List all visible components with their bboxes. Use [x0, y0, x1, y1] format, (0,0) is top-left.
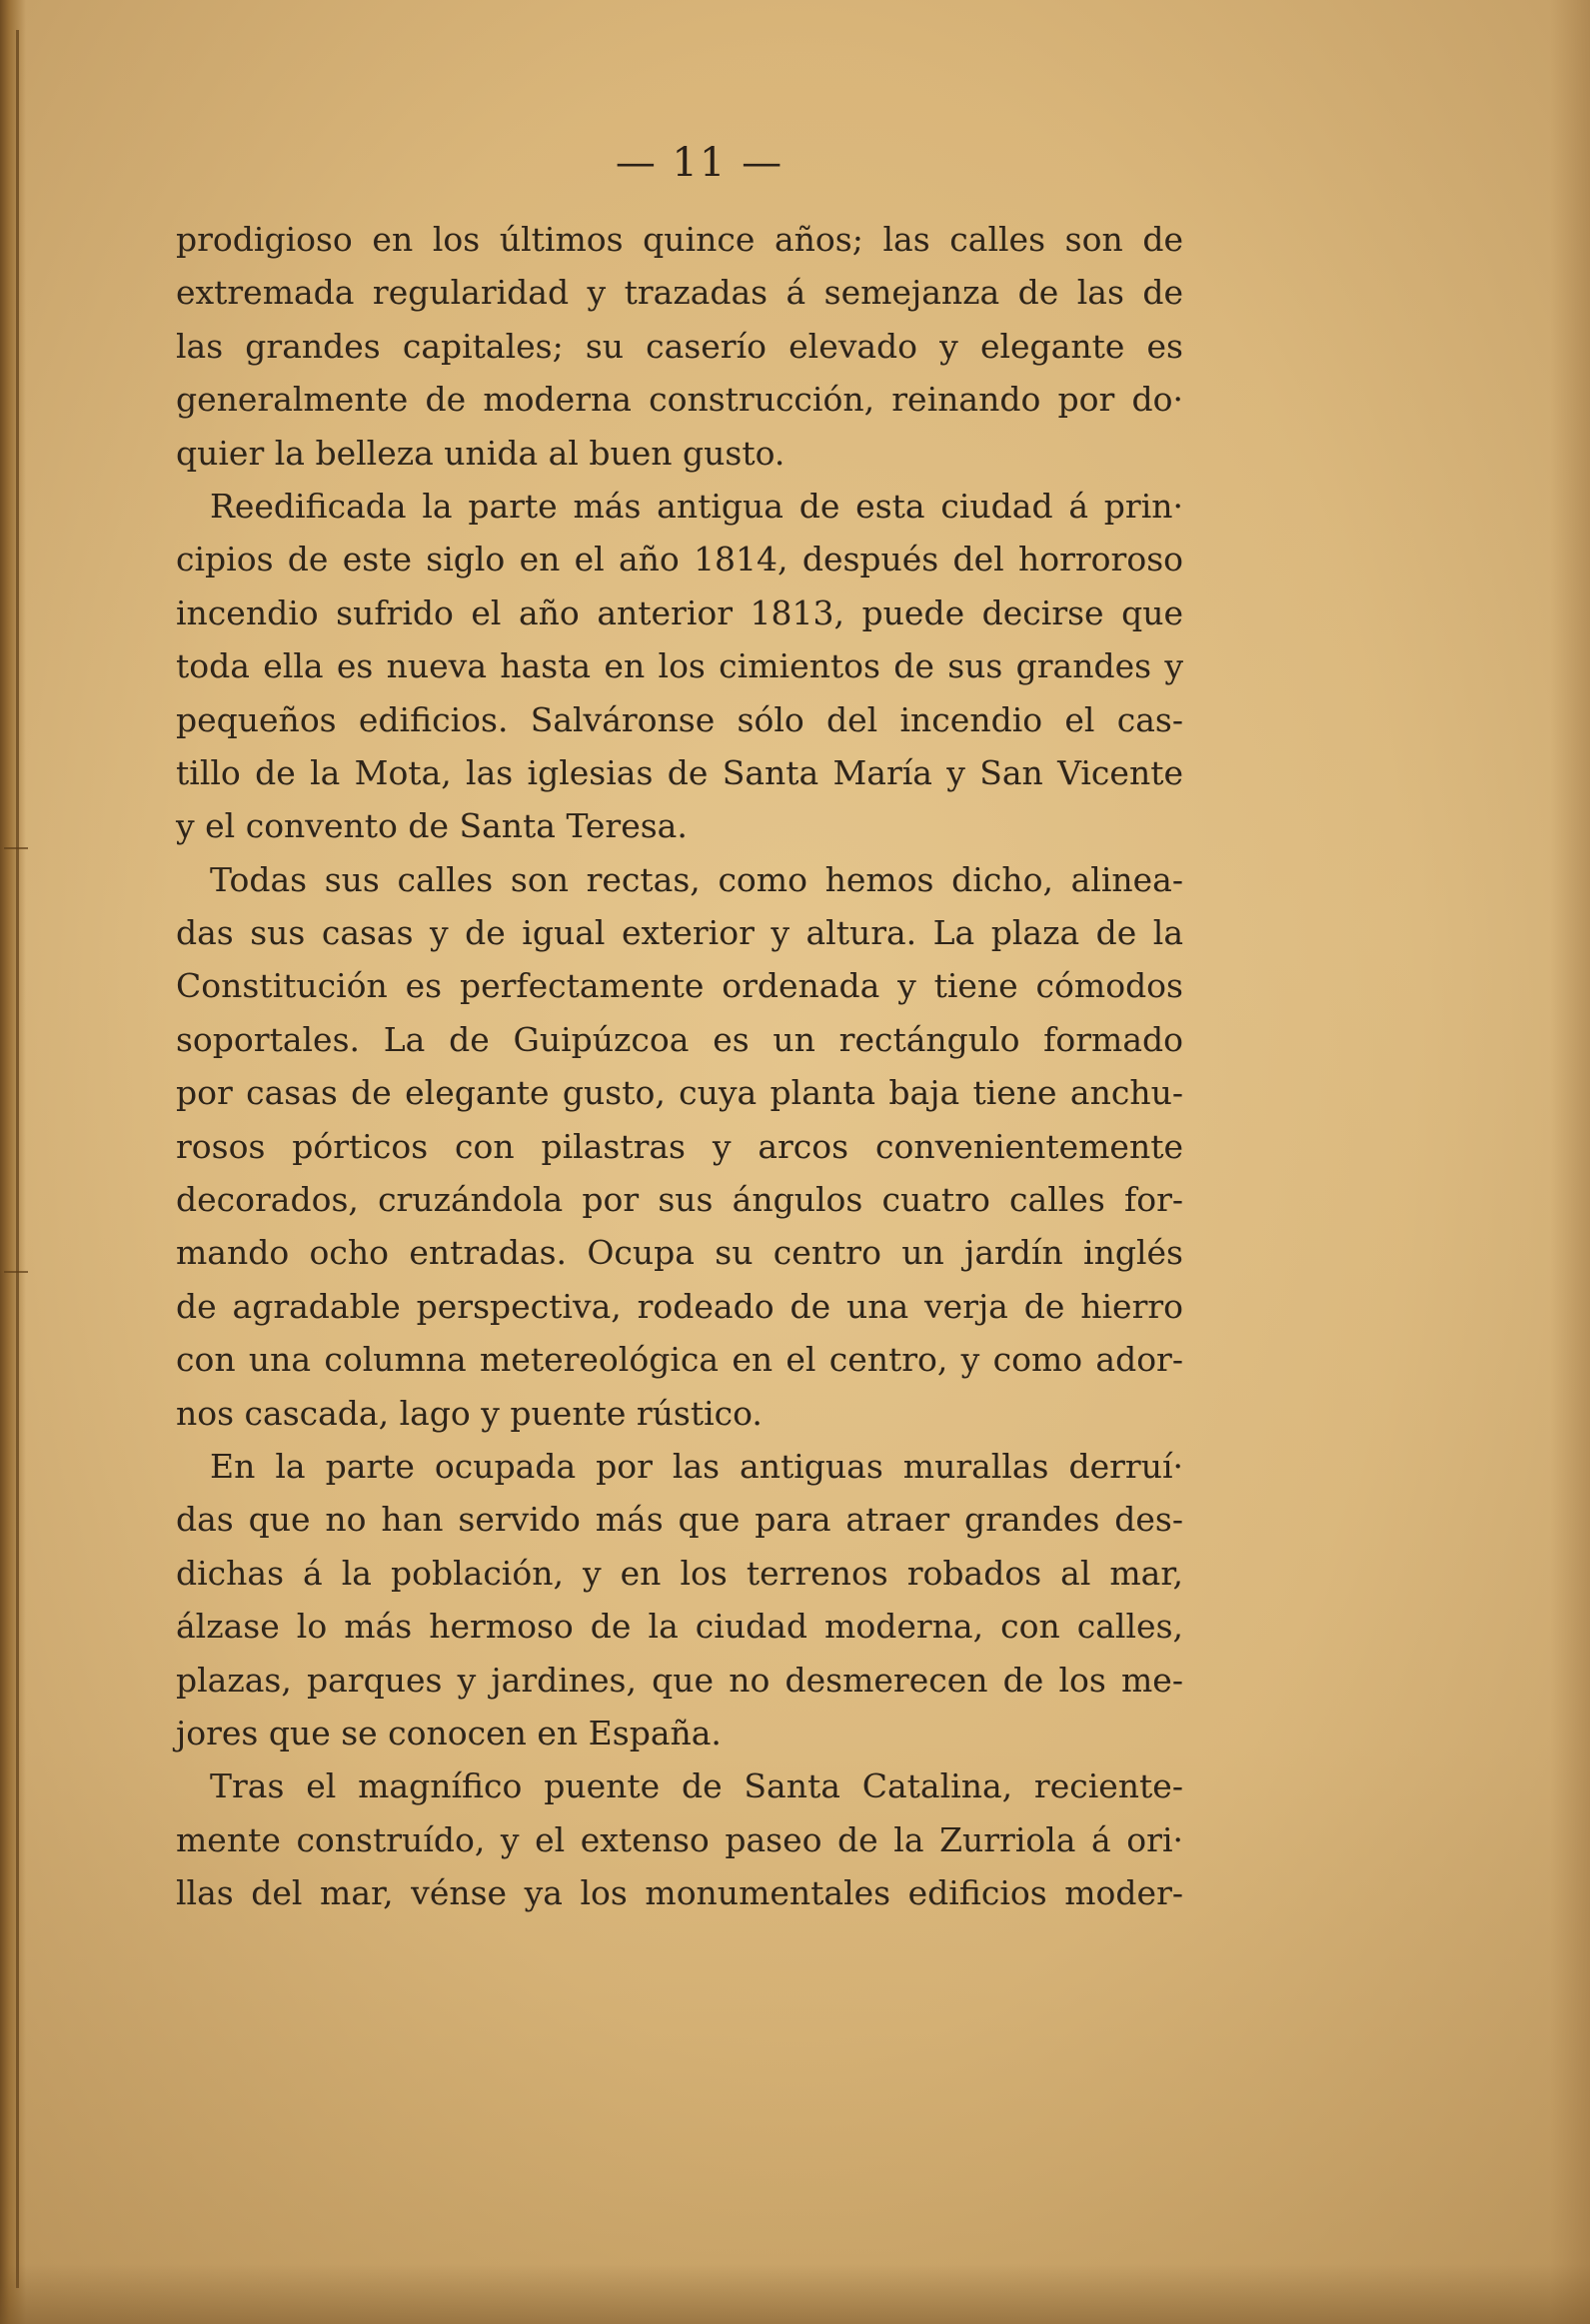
text-line: Constitución es perfectamente ordenada y tiene cómodos	[176, 966, 1183, 1006]
text-line: por casas de elegante gusto, cuya planta baja tiene anchu-	[176, 1073, 1183, 1113]
body-text	[176, 213, 1183, 1920]
text-line: de agradable perspectiva, rodeado de una verja de hierro	[176, 1286, 1183, 1326]
text-line: quier la belleza unida al buen gusto.	[176, 433, 786, 473]
text-line: das que no han servido más que para atraer grandes des-	[176, 1500, 1183, 1540]
text-line: mando ocho entradas. Ocupa su centro un jardín inglés	[176, 1233, 1183, 1273]
text-line: las grandes capitales; su caserío elevado y elegante es	[176, 326, 1183, 366]
text-line: nos cascada, lago y puente rústico.	[176, 1393, 763, 1433]
text-line: cipios de este siglo en el año 1814, después del horroroso	[176, 540, 1183, 580]
text-line: soportales. La de Guipúzcoa es un rectángulo formado	[176, 1019, 1183, 1059]
text-line: con una columna metereológica en el centro, y como ador-	[176, 1340, 1183, 1380]
text-line: En la parte ocupada por las antiguas murallas derruí·	[210, 1446, 1183, 1486]
text-line: prodigioso en los últimos quince años; las calles son de	[176, 220, 1183, 259]
binding-line	[16, 30, 19, 2288]
text-line: generalmente de moderna construcción, reinando por do·	[176, 380, 1183, 420]
page-number: — 11 —	[615, 140, 785, 186]
text-line: álzase lo más hermoso de la ciudad moderna, con calles,	[176, 1607, 1183, 1647]
text-line: pequeños edificios. Salváronse sólo del incendio el cas-	[176, 699, 1183, 739]
binding-mark	[4, 1271, 28, 1273]
text-line: extremada regularidad y trazadas á semejanza de las de	[176, 273, 1183, 313]
page-bottom-edge	[0, 2264, 1590, 2324]
binding-edge	[0, 0, 26, 2324]
text-line: mente construído, y el extenso paseo de la Zurriola á ori·	[176, 1819, 1183, 1859]
text-line: Todas sus calles son rectas, como hemos dicho, alinea-	[210, 859, 1183, 899]
text-line: tillo de la Mota, las iglesias de Santa María y San Vicente	[176, 752, 1183, 792]
text-line: Reedificada la parte más antigua de esta ciudad á prin·	[210, 486, 1183, 526]
text-line: toda ella es nueva hasta en los cimientos de sus grandes y	[176, 646, 1183, 686]
text-line: decorados, cruzándola por sus ángulos cuatro calles for-	[176, 1180, 1183, 1220]
text-line: dichas á la población, y en los terrenos robados al mar,	[176, 1553, 1183, 1593]
text-line: llas del mar, vénse ya los monumentales edificios moder-	[176, 1873, 1183, 1913]
text-line: Tras el magnífico puente de Santa Catalina, reciente-	[210, 1766, 1183, 1806]
text-line: jores que se conocen en España.	[176, 1713, 722, 1752]
text-line: plazas, parques y jardines, que no desmerecen de los me-	[176, 1660, 1183, 1700]
text-line: rosos pórticos con pilastras y arcos convenientemente	[176, 1126, 1183, 1166]
text-line: incendio sufrido el año anterior 1813, puede decirse que	[176, 592, 1183, 632]
text-line: das sus casas y de igual exterior y altura. La plaza de la	[176, 913, 1183, 953]
text-line: y el convento de Santa Teresa.	[176, 806, 688, 846]
page-right-edge	[1550, 0, 1590, 2324]
binding-mark	[4, 847, 28, 849]
